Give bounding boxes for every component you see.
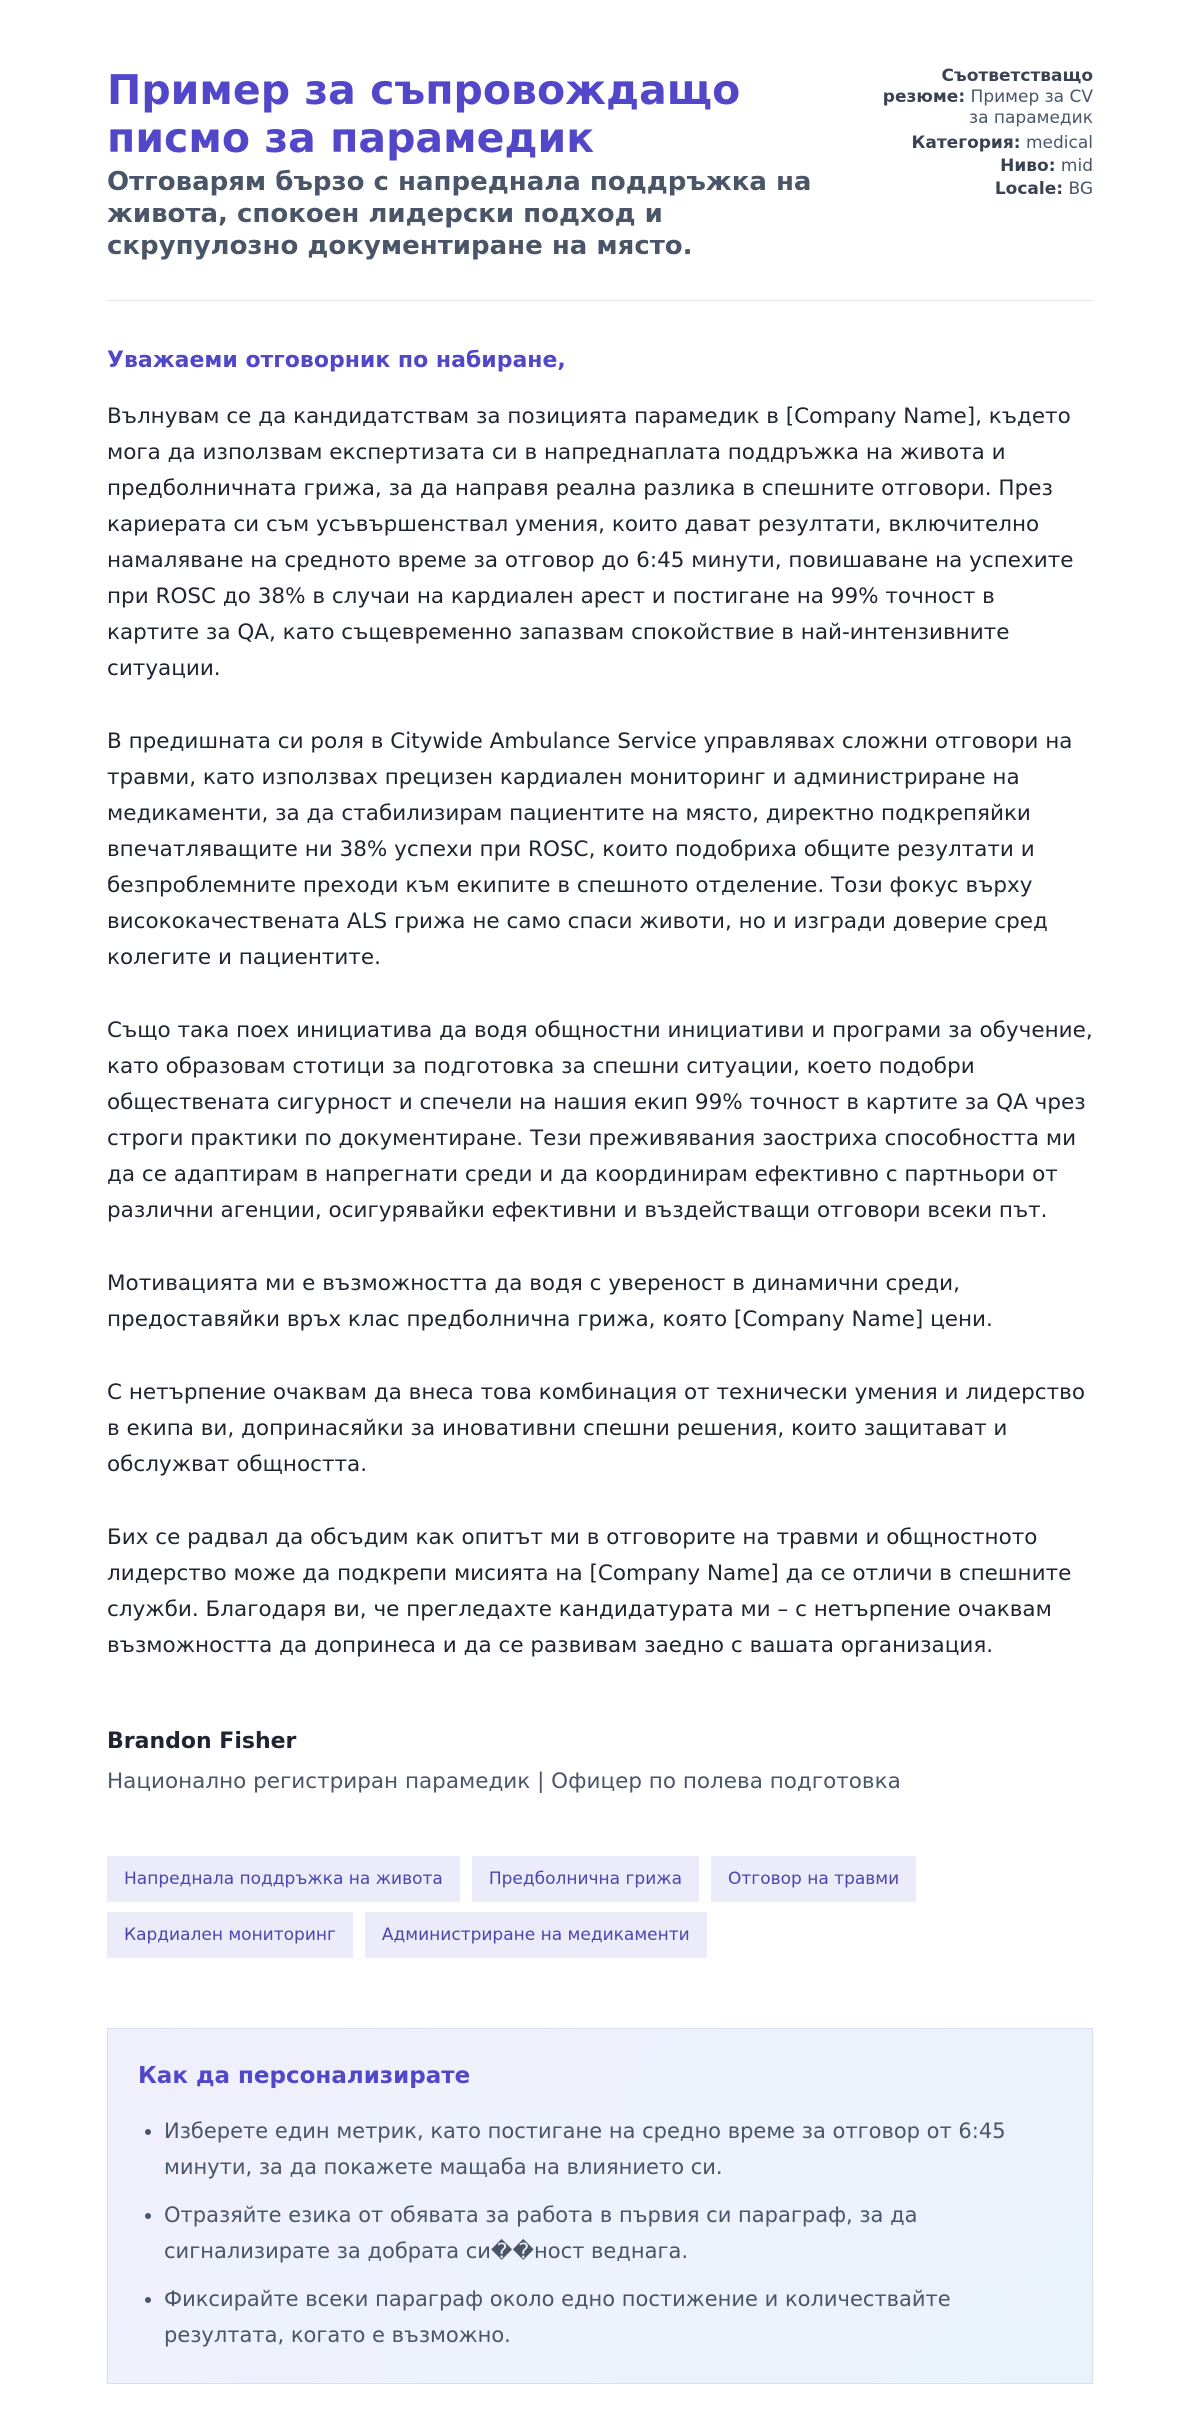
meta-level-value: mid	[1060, 156, 1093, 176]
letter-paragraph: Мотивацията ми е възможността да водя с увереност в динамични среди, предоставяйки връх клас предболнична грижа, която [Company Name] цени.	[107, 1271, 993, 1332]
signature-title: Национално регистриран парамедик | Офицер по полева подготовка	[107, 1769, 901, 1794]
skill-tags	[107, 1856, 967, 1958]
meta-locale-key: Locale:	[994, 179, 1064, 199]
letter-paragraph: Вълнувам се да кандидатствам за позицията парамедик в [Company Name], където мога да използвам експертизата си в напреднаплата поддръжка на живота и предболничната грижа, за да направя реална разлика в спешните отговори. През кариерата си съм усъвършенствал умения, които дават резултати, включително намаляване на средното време за отговор до 6:45 минути, повишаване на успехите при ROSC до 38% в случаи на кардиален арест и постигане на 99% точност в картите за QA, като същевременно запазвам спокойствие в най-интензивните ситуации.	[107, 404, 1074, 681]
meta-locale	[873, 179, 1093, 200]
meta-level	[873, 156, 1093, 177]
letter-paragraph: С нетърпение очаквам да внеса това комбинация от технически умения и лидерство в екипа ви, допринасяйки за иновативни спешни решения, които защитават и обслужват общността.	[107, 1380, 1085, 1477]
letter-salutation: Уважаеми отговорник по набиране,	[107, 348, 566, 373]
meta-resume	[873, 66, 1093, 129]
tips-list-item: • Фиксирайте всеки параграф около едно постижение и количествайте резултата, когато е възможно.	[164, 2281, 1062, 2353]
skill-tag: Кардиален мониторинг	[107, 1912, 353, 1958]
skill-tag: Напреднала поддръжка на живота	[107, 1856, 460, 1902]
meta-resume-link[interactable]: Пример за CV за парамедик	[969, 87, 1093, 128]
letter-body	[107, 399, 1093, 1664]
page-header	[107, 66, 1093, 262]
tips-list-item: • Отразяйте езика от обявата за работа в първия си параграф, за да сигнализирате за добрата си��ност веднага.	[164, 2197, 1062, 2269]
letter-paragraph: Бих се радвал да обсъдим как опитът ми в отговорите на травми и общностното лидерство може да подкрепи мисията на [Company Name] да се отличи в спешните служби. Благодаря ви, че прегледахте кандидатурата ми – с нетърпение очаквам възможността да допринеса и да се развивам заедно с вашата организация.	[107, 1525, 1072, 1658]
meta-category-value: medical	[1025, 133, 1093, 153]
page-subtitle: Отговарям бързо с напреднала поддръжка на живота, спокоен лидерски подход и скрупулозно документиране на място.	[107, 167, 812, 261]
signature-name: Brandon Fisher	[107, 1729, 297, 1754]
meta-panel	[873, 66, 1093, 202]
header-divider	[107, 300, 1093, 301]
meta-resume-key: Съответстващо резюме:	[882, 66, 1093, 107]
meta-category	[873, 133, 1093, 154]
tips-title: Как да персонализирате	[138, 2063, 471, 2089]
tips-list	[138, 2113, 1062, 2353]
meta-level-key: Ниво:	[1000, 156, 1056, 176]
meta-locale-value: BG	[1068, 179, 1093, 199]
meta-category-key: Категория:	[911, 133, 1021, 153]
skill-tag: Отговор на травми	[711, 1856, 916, 1902]
skill-tag: Предболнична грижа	[472, 1856, 699, 1902]
letter-paragraph: В предишната си роля в Citywide Ambulance Service управлявах сложни отговори на травми, като използвах прецизен кардиален мониторинг и администриране на медикаменти, за да стабилизирам пациентите на място, директно подкрепяйки впечатляващите ни 38% успехи при ROSC, които подобриха общите резултати и безпроблемните преходи към екипите в спешното отделение. Този фокус върху висококачествената ALS грижа не само спаси животи, но и изгради доверие сред колегите и пациентите.	[107, 729, 1073, 970]
letter-paragraph: Също така поех инициатива да водя общностни инициативи и програми за обучение, като образовам стотици за подготовка за спешни ситуации, което подобри обществената сигурност и спечели на нашия екип 99% точност в картите за QA чрез строги практики по документиране. Тези преживявания заостриха способността ми да се адаптирам в напрегнати среди и да координирам ефективно с партньори от различни агенции, осигурявайки ефективни и въздействащи отговори всеки път.	[107, 1018, 1093, 1223]
page-title: Пример за съпровождащо писмо за парамедик	[107, 66, 741, 162]
tips-list-item: • Изберете един метрик, като постигане на средно време за отговор от 6:45 минути, за да покажете мащаба на влиянието си.	[164, 2113, 1062, 2185]
header-titles	[107, 66, 827, 262]
customization-tips-box	[107, 2028, 1093, 2384]
skill-tag: Администриране на медикаменти	[365, 1912, 707, 1958]
